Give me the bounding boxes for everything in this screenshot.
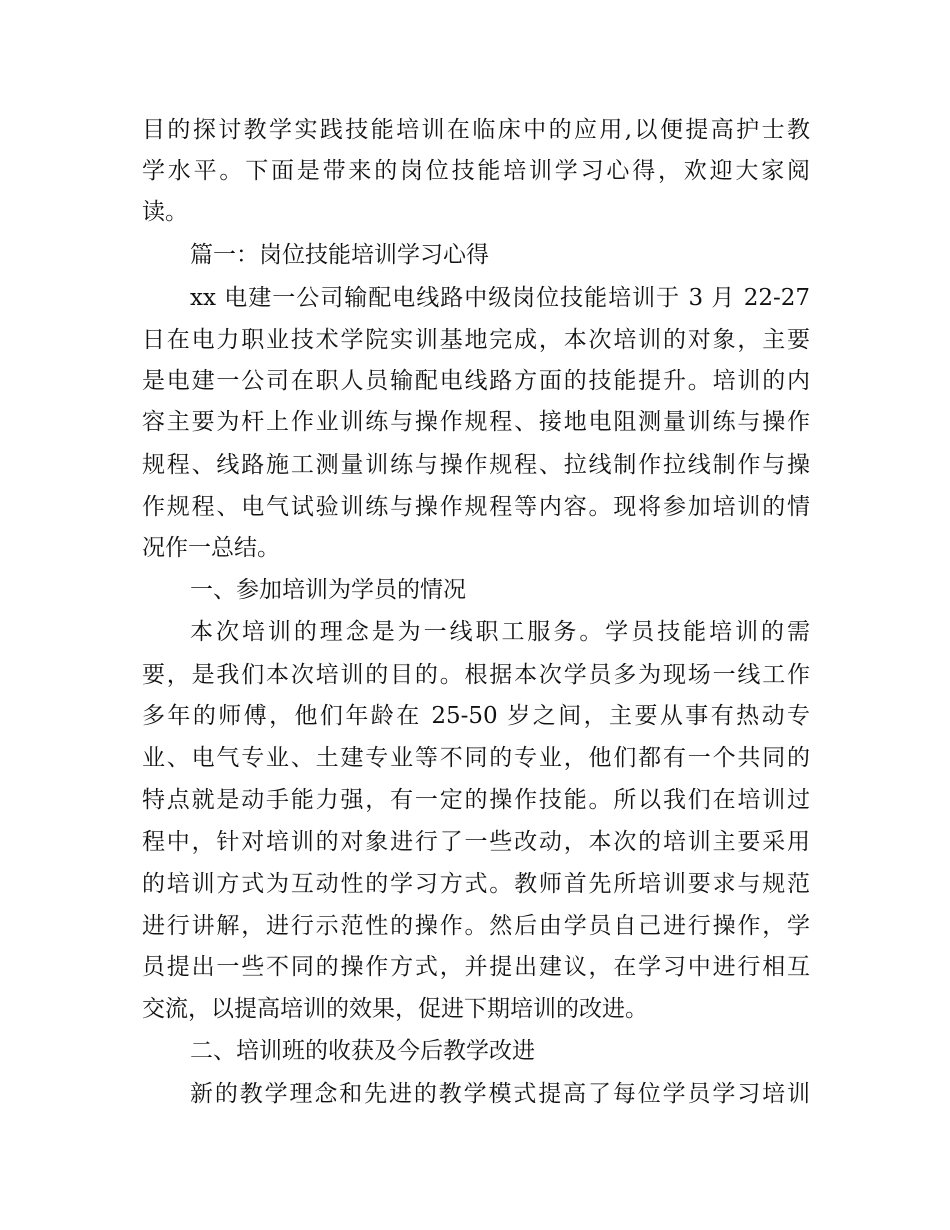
- text-line-22: 交流，以提高培训的效果，促进下期培训的改进。: [142, 996, 648, 1022]
- text-line-9: 规程、线路施工测量训练与操作规程、拉线制作拉线制作与操: [142, 452, 810, 478]
- text-line-5: xx 电建一公司输配电线路中级岗位技能培训于 3 月 22-27: [190, 285, 810, 311]
- section-heading-3: 二、培训班的收获及今后教学改进: [190, 1038, 535, 1064]
- text-line-14: 要，是我们本次培训的目的。根据本次学员多为现场一线工作: [142, 662, 810, 688]
- text-line-3: 读。: [142, 199, 188, 225]
- section-heading-2: 一、参加培训为学员的情况: [190, 577, 466, 603]
- text-line-1: 目的探讨教学实践技能培训在临床中的应用,以便提高护士教: [142, 117, 810, 143]
- text-line-13: 本次培训的理念是为一线职工服务。学员技能培训的需: [190, 619, 810, 645]
- section-heading-1: 篇一：岗位技能培训学习心得: [190, 242, 489, 268]
- text-line-17: 特点就是动手能力强，有一定的操作技能。所以我们在培训过: [142, 787, 810, 813]
- text-line-21: 员提出一些不同的操作方式，并提出建议，在学习中进行相互: [142, 954, 810, 980]
- text-line-20: 进行讲解，进行示范性的操作。然后由学员自己进行操作，学: [142, 913, 810, 939]
- text-line-2: 学水平。下面是带来的岗位技能培训学习心得，欢迎大家阅: [142, 158, 810, 184]
- text-line-10: 作规程、电气试验训练与操作规程等内容。现将参加培训的情: [142, 494, 810, 520]
- text-line-24: 新的教学理念和先进的教学模式提高了每位学员学习培训: [190, 1081, 810, 1107]
- text-line-11: 况作一总结。: [142, 535, 280, 561]
- text-line-6: 日在电力职业技术学院实训基地完成，本次培训的对象，主要: [142, 327, 810, 353]
- text-line-19: 的培训方式为互动性的学习方式。教师首先所培训要求与规范: [142, 871, 810, 897]
- text-line-7: 是电建一公司在职人员输配电线路方面的技能提升。培训的内: [142, 368, 810, 394]
- text-line-16: 业、电气专业、土建专业等不同的专业，他们都有一个共同的: [142, 745, 810, 771]
- text-line-8: 容主要为杆上作业训练与操作规程、接地电阻测量训练与操作: [142, 409, 810, 435]
- text-line-18: 程中，针对培训的对象进行了一些改动，本次的培训主要采用: [142, 829, 810, 855]
- text-line-15: 多年的师傅，他们年龄在 25-50 岁之间，主要从事有热动专: [142, 703, 810, 729]
